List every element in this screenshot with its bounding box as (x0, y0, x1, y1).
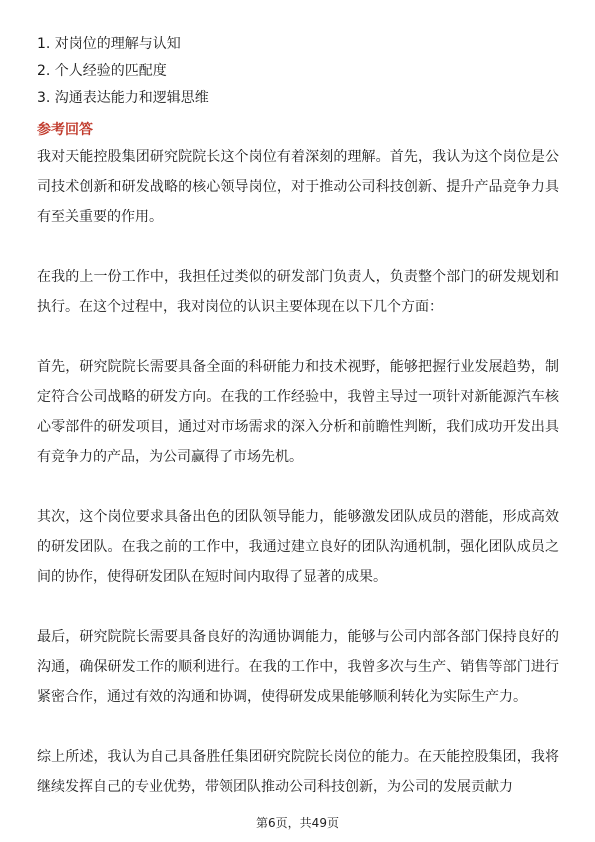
document-page (37, 34, 559, 802)
paragraph: 首先，研究院院长需要具备全面的科研能力和技术视野，能够把握行业发展趋势，制定符合公司战略的研发方向。在我的工作经验中，我曾主导过一项针对新能源汽车核心零部件的研发项目，通过对市场需求的深入分析和前瞻性判断，我们成功开发出具有竞争力的产品，为公司赢得了市场先机。 (37, 359, 559, 465)
list-item: 2. 个人经验的匹配度 (37, 63, 167, 79)
paragraph: 我对天能控股集团研究院院长这个岗位有着深刻的理解。首先，我认为这个岗位是公司技术创新和研发战略的核心领导岗位，对于推动公司科技创新、提升产品竞争力具有至关重要的作用。 (37, 149, 559, 225)
paragraph: 在我的上一份工作中，我担任过类似的研发部门负责人，负责整个部门的研发规划和执行。在这个过程中，我对岗位的认识主要体现在以下几个方面： (37, 269, 559, 315)
paragraph: 综上所述，我认为自己具备胜任集团研究院院长岗位的能力。在天能控股集团，我将继续发挥自己的专业优势，带领团队推动公司科技创新，为公司的发展贡献力 (37, 749, 559, 795)
paragraph: 最后，研究院院长需要具备良好的沟通协调能力，能够与公司内部各部门保持良好的沟通，确保研发工作的顺利进行。在我的工作中，我曾多次与生产、销售等部门进行紧密合作，通过有效的沟通和协调，使得研发成果能够顺利转化为实际生产力。 (37, 629, 559, 705)
list-item: 3. 沟通表达能力和逻辑思维 (37, 90, 209, 106)
list-item: 1. 对岗位的理解与认知 (37, 36, 181, 52)
paragraph: 其次，这个岗位要求具备出色的团队领导能力，能够激发团队成员的潜能，形成高效的研发团队。在我之前的工作中，我通过建立良好的团队沟通机制，强化团队成员之间的协作，使得研发团队在短时间内取得了显著的成果。 (37, 509, 559, 585)
section-heading: 参考回答 (37, 122, 93, 138)
page-number: 第6页，共49页 (256, 816, 339, 830)
